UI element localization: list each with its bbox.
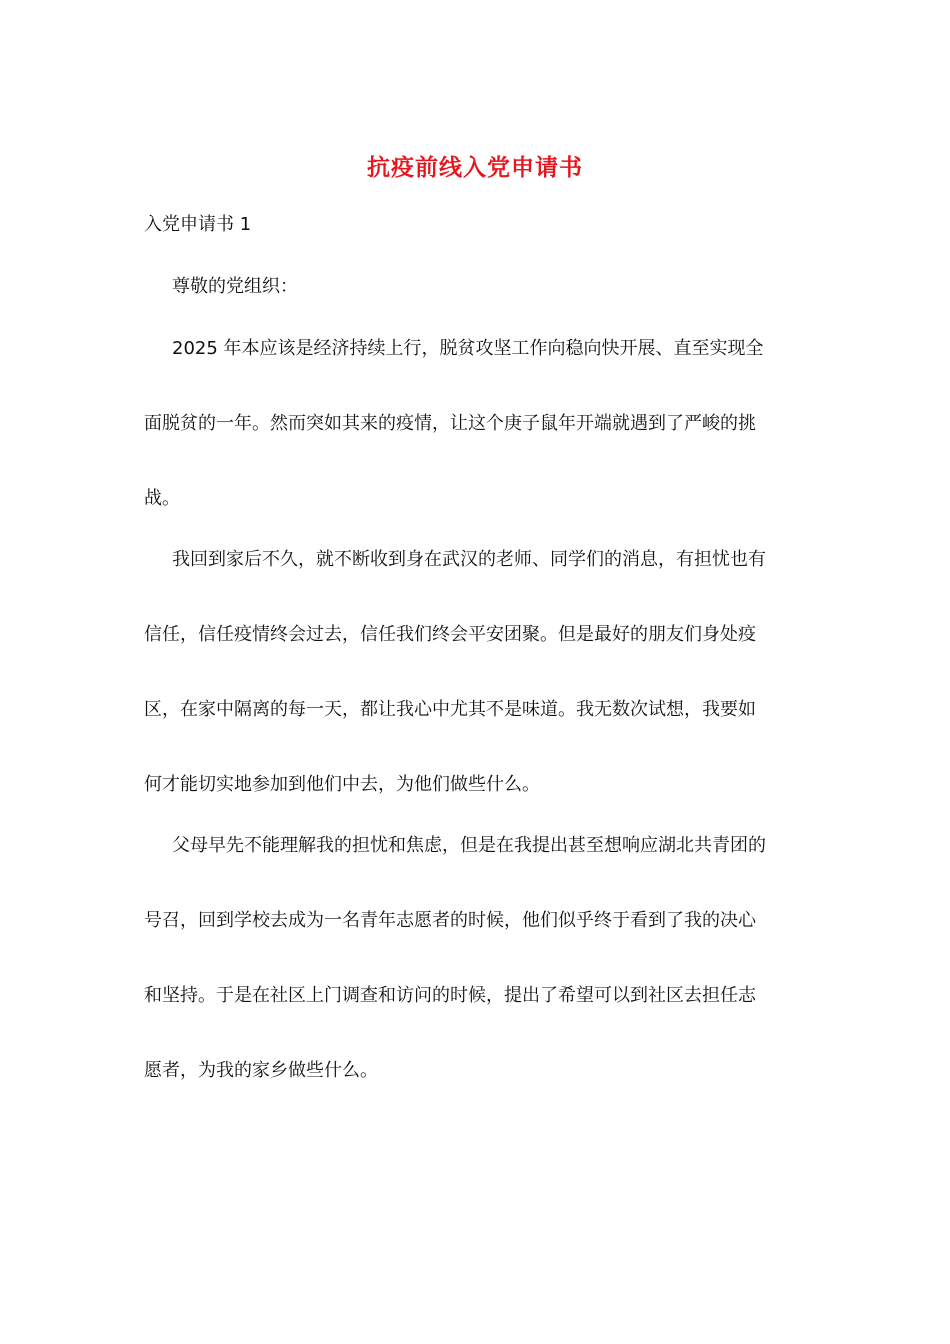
paragraph-line: 愿者，为我的家乡做些什么。	[144, 1060, 378, 1081]
paragraph-line: 战。	[144, 488, 180, 509]
paragraph-line: 父母早先不能理解我的担忧和焦虑，但是在我提出甚至想响应湖北共青团的	[172, 835, 766, 856]
paragraph-line: 区，在家中隔离的每一天，都让我心中尤其不是味道。我无数次试想，我要如	[144, 699, 756, 720]
paragraph-line: 号召，回到学校去成为一名青年志愿者的时候，他们似乎终于看到了我的决心	[144, 910, 756, 931]
paragraph-line: 我回到家后不久，就不断收到身在武汉的老师、同学们的消息，有担忧也有	[172, 549, 766, 570]
paragraph-line: 2025 年本应该是经济持续上行，脱贫攻坚工作向稳向快开展、直至实现全	[172, 338, 764, 359]
paragraph-line: 信任，信任疫情终会过去，信任我们终会平安团聚。但是最好的朋友们身处疫	[144, 624, 756, 645]
paragraph-line: 和坚持。于是在社区上门调查和访问的时候，提出了希望可以到社区去担任志	[144, 985, 756, 1006]
document-subtitle: 入党申请书 1	[144, 214, 252, 235]
paragraph-line: 面脱贫的一年。然而突如其来的疫情，让这个庚子鼠年开端就遇到了严峻的挑	[144, 413, 756, 434]
salutation: 尊敬的党组织：	[172, 276, 298, 297]
paragraph-line: 何才能切实地参加到他们中去，为他们做些什么。	[144, 774, 540, 795]
document-title: 抗疫前线入党申请书	[367, 154, 583, 181]
